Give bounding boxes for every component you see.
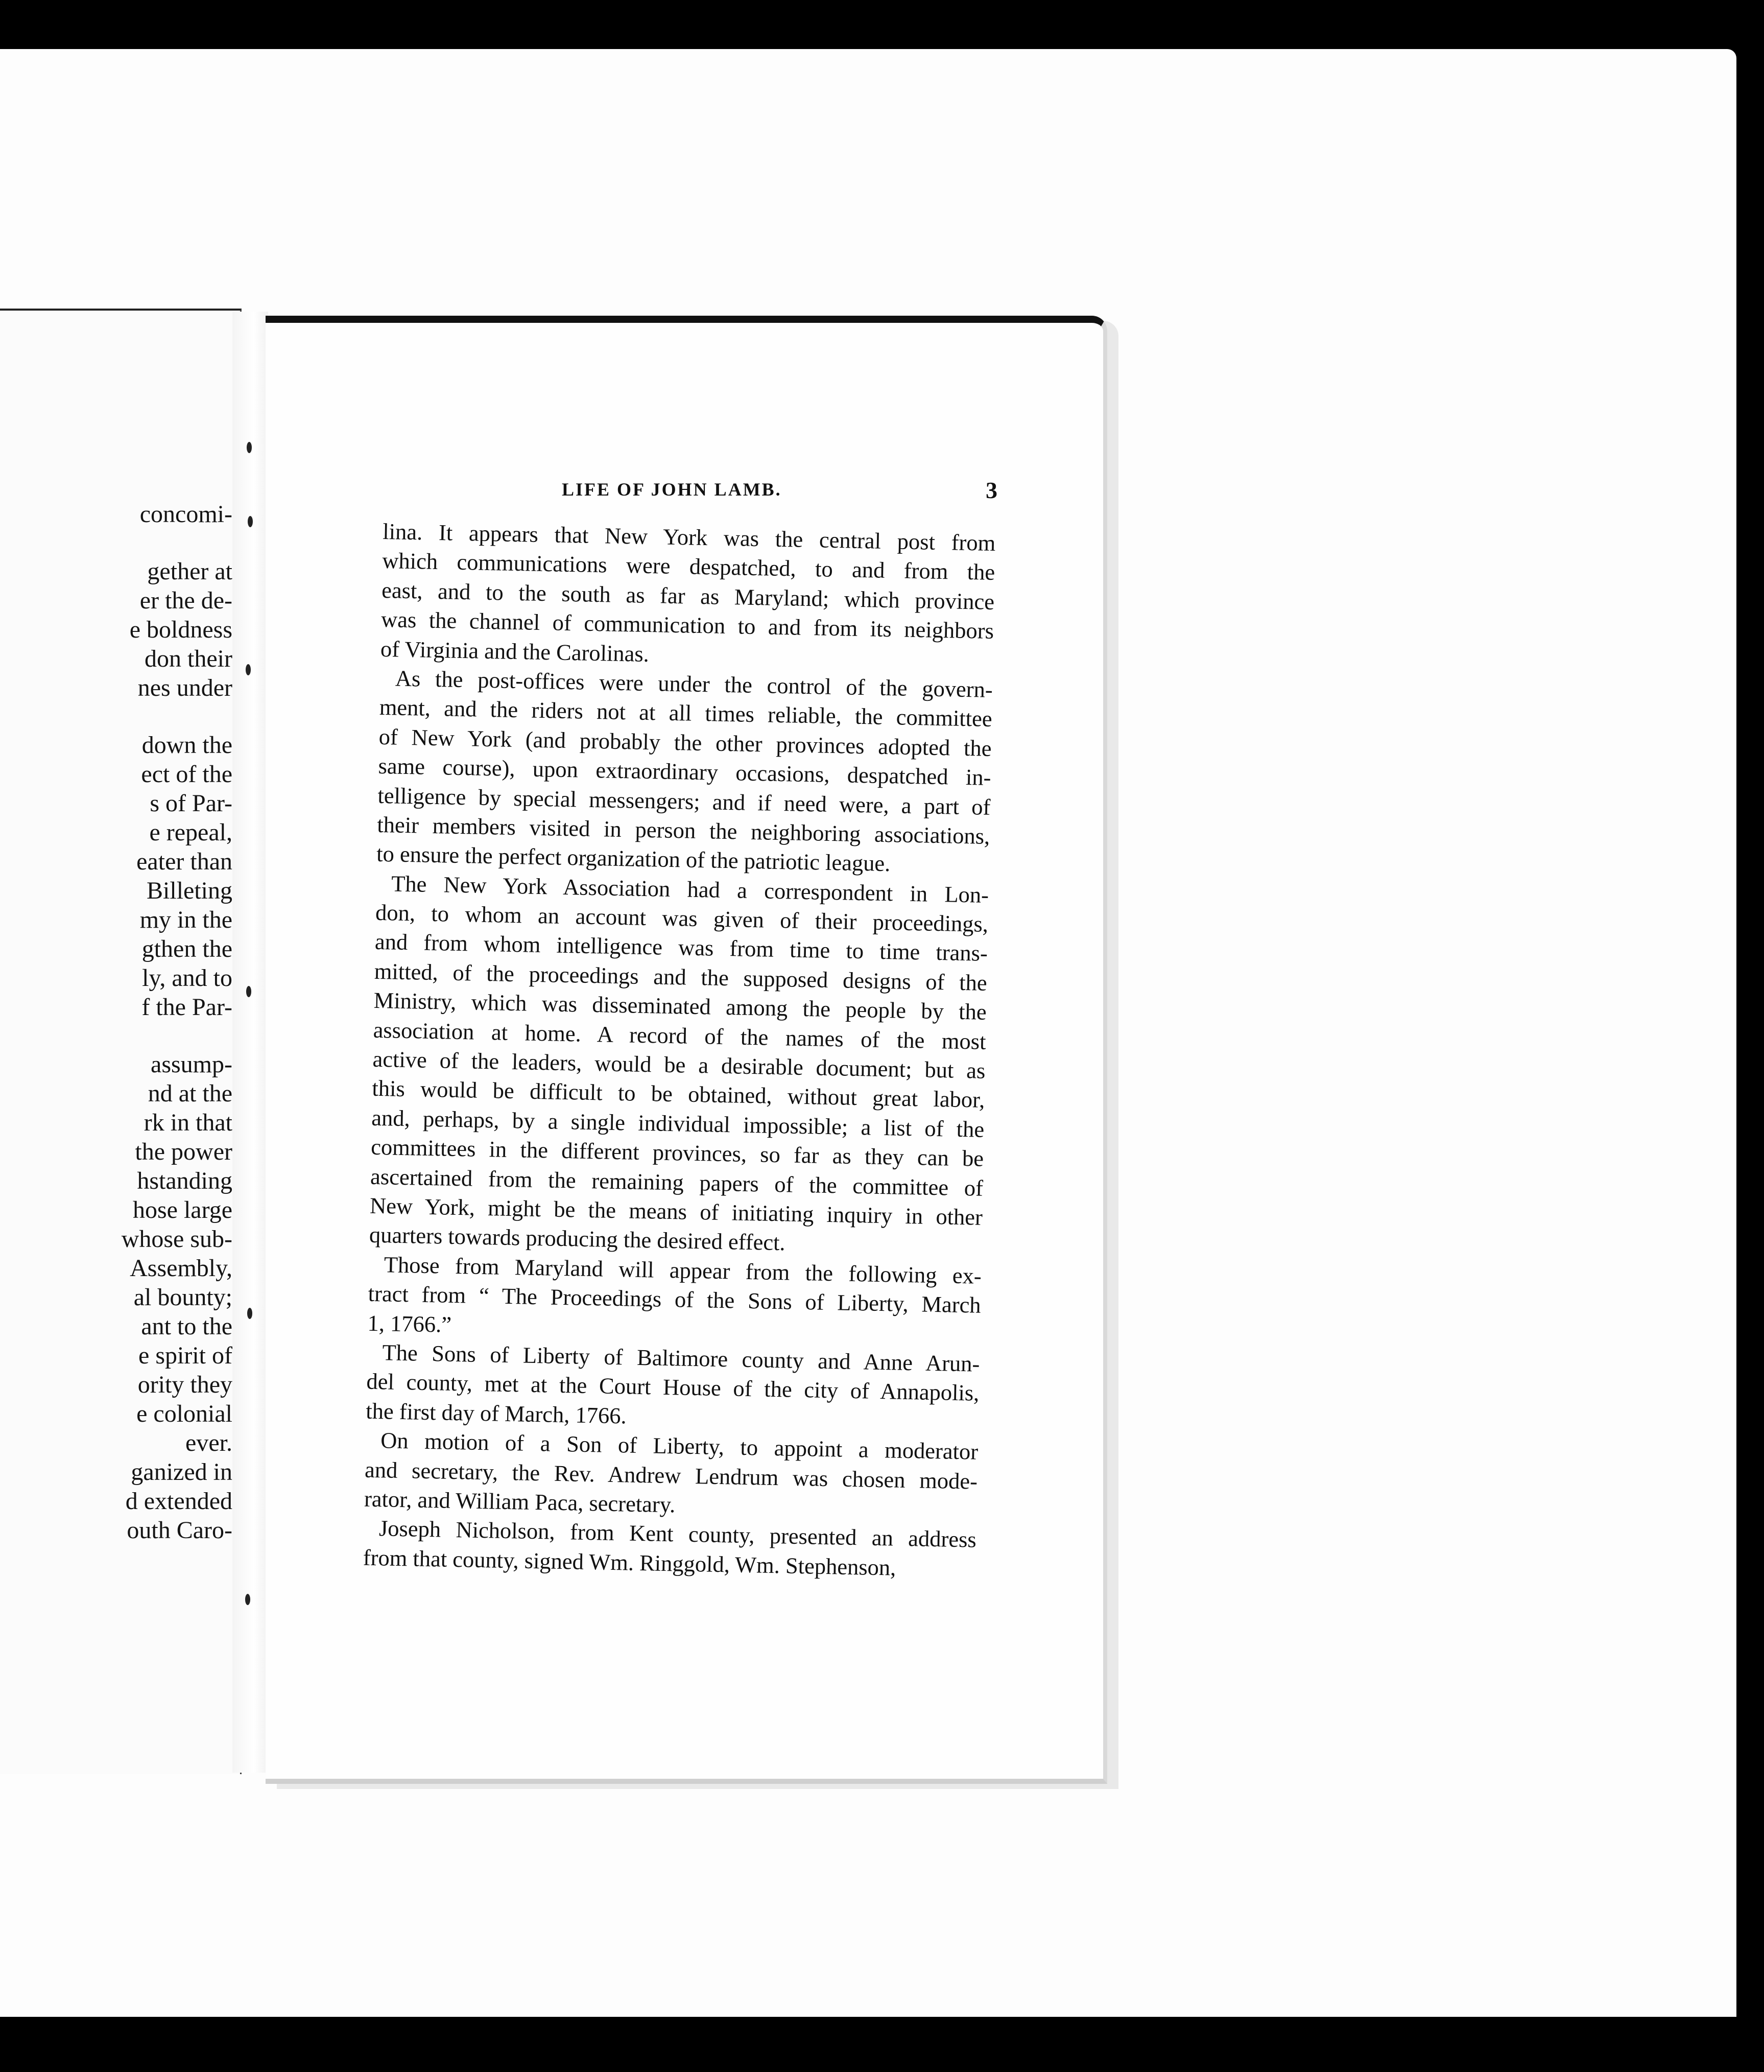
left-page-line: er the de- [139, 587, 232, 614]
left-page-line: ly, and to [142, 964, 232, 992]
left-page-line: assump- [151, 1051, 232, 1078]
body-text-line: which communications were despatched, to and from the [382, 548, 995, 585]
body-text-line: quarters towards producing the desired effect. [369, 1222, 786, 1256]
left-page-line: e repeal, [149, 819, 232, 846]
book-gutter [232, 312, 268, 1773]
left-page-line [0, 1022, 232, 1050]
body-text-line: this would be difficult to be obtained, without great labor, [372, 1075, 985, 1113]
left-page-line: Billeting [147, 877, 232, 904]
running-head-title: LIFE OF JOHN LAMB. [562, 479, 782, 500]
body-text-line: tract from “ The Proceedings of the Sons of Liberty, March [368, 1280, 982, 1318]
page-number: 3 [986, 477, 997, 503]
page-body-text [363, 517, 995, 1584]
left-page-line: s of Par- [150, 790, 232, 817]
running-head [266, 479, 1103, 509]
left-page-line: al bounty; [133, 1284, 232, 1311]
body-text-line: 1, 1766.” [367, 1310, 452, 1337]
body-text-line: and, perhaps, by a single individual impossible; a list of the [371, 1104, 985, 1142]
body-text-line: their members visited in person the neighboring associations, [376, 811, 990, 849]
body-text-line: to ensure the perfect organization of the patriotic league. [376, 841, 891, 877]
binding-stitch [247, 1308, 252, 1319]
left-page-line: concomi- [139, 501, 232, 528]
binding-stitch [246, 664, 251, 675]
body-text-line: Those from Maryland will appear from the following ex- [384, 1252, 982, 1289]
body-text-line: and from whom intelligence was from time to time trans- [374, 929, 988, 967]
body-text-line: same course), upon extraordinary occasions, despatched in- [378, 753, 991, 791]
body-text-line: New York, might be the means of initiating inquiry in other [369, 1192, 983, 1230]
right-page [266, 316, 1107, 1784]
body-text-line: from that county, signed Wm. Ringgold, Wm. Stephenson, [363, 1544, 896, 1581]
left-page-line: d extended [125, 1488, 232, 1515]
body-text-line: was the channel of communication to and from its neighbors [380, 606, 994, 644]
left-page-line: hose large [132, 1196, 232, 1223]
body-text-line: On motion of a Son of Liberty, to appoint a moderator [380, 1427, 979, 1465]
left-page-line: e spirit of [138, 1342, 232, 1369]
left-page-line: down the [141, 732, 232, 759]
left-page-line: gthen the [141, 935, 232, 962]
binding-stitch [246, 986, 251, 997]
body-text-line: and secretary, the Rev. Andrew Lendrum was chosen mode- [364, 1456, 978, 1494]
body-text-line: rator, and William Paca, secretary. [364, 1486, 676, 1518]
body-text-line: Ministry, which was disseminated among the people by the [373, 987, 987, 1025]
left-page-line: ganized in [131, 1458, 232, 1486]
left-page-line: nd at the [148, 1080, 232, 1107]
body-text-line: lina. It appears that New York was the central post from [382, 518, 996, 556]
binding-stitch [245, 1594, 250, 1605]
binding-stitch [248, 516, 253, 527]
left-page-line: rk in that [144, 1109, 232, 1136]
left-page-line: f the Par- [141, 994, 232, 1021]
body-text-line: east, and to the south as far as Maryland; which province [381, 577, 995, 615]
body-text-line: of New York (and probably the other provinces adopted the [378, 723, 992, 761]
left-page-line: ority they [137, 1371, 232, 1398]
body-text-line: del county, met at the Court House of the city of Annapolis, [366, 1369, 980, 1406]
left-facing-page [0, 309, 242, 1774]
left-page-line: nes under [137, 674, 232, 701]
body-text-line: As the post-offices were under the control of the govern- [395, 665, 993, 702]
left-page-line: the power [135, 1138, 232, 1165]
body-text-line: mitted, of the proceedings and the supposed designs of the [374, 958, 988, 996]
body-text-line: The Sons of Liberty of Baltimore county and Anne Arun- [382, 1339, 980, 1377]
left-page-line: whose sub- [121, 1226, 232, 1253]
left-page-line: ect of the [141, 761, 232, 788]
left-page-text [0, 500, 232, 1545]
left-page-line: ant to the [141, 1313, 232, 1340]
body-text-line: don, to whom an account was given of their proceedings, [375, 899, 989, 937]
left-page-line: gether at [147, 558, 232, 585]
left-page-line: e boldness [129, 616, 232, 643]
body-text-line: of Virginia and the Carolinas. [380, 635, 650, 667]
body-text-line: ascertained from the remaining papers of the committee of [370, 1163, 984, 1201]
left-page-line: don their [145, 645, 232, 672]
body-text-line: committees in the different provinces, so far as they can be [370, 1134, 984, 1172]
body-text-line: the first day of March, 1766. [365, 1398, 627, 1429]
film-border-bottom [0, 2017, 1764, 2072]
left-page-line: Assembly, [130, 1255, 232, 1282]
binding-stitch [247, 442, 252, 453]
left-page-line [0, 702, 232, 731]
body-text-line: Joseph Nicholson, from Kent county, presented an address [378, 1515, 977, 1552]
body-text-line: telligence by special messengers; and if need were, a part of [377, 782, 991, 820]
left-page-line: eater than [136, 848, 232, 875]
body-text-line: association at home. A record of the names of the most [373, 1017, 986, 1054]
left-page-line: hstanding [137, 1167, 232, 1194]
left-page-line: e colonial [136, 1400, 232, 1427]
body-text-line: active of the leaders, would be a desirable document; but as [372, 1046, 986, 1084]
left-page-line: my in the [139, 906, 232, 933]
left-page-line: outh Caro- [127, 1517, 232, 1544]
body-text-line: ment, and the riders not at all times reliable, the committee [379, 694, 993, 732]
body-text-line: The New York Association had a correspondent in Lon- [391, 870, 989, 908]
left-page-line: ever. [185, 1429, 232, 1456]
left-page-line [0, 529, 232, 557]
